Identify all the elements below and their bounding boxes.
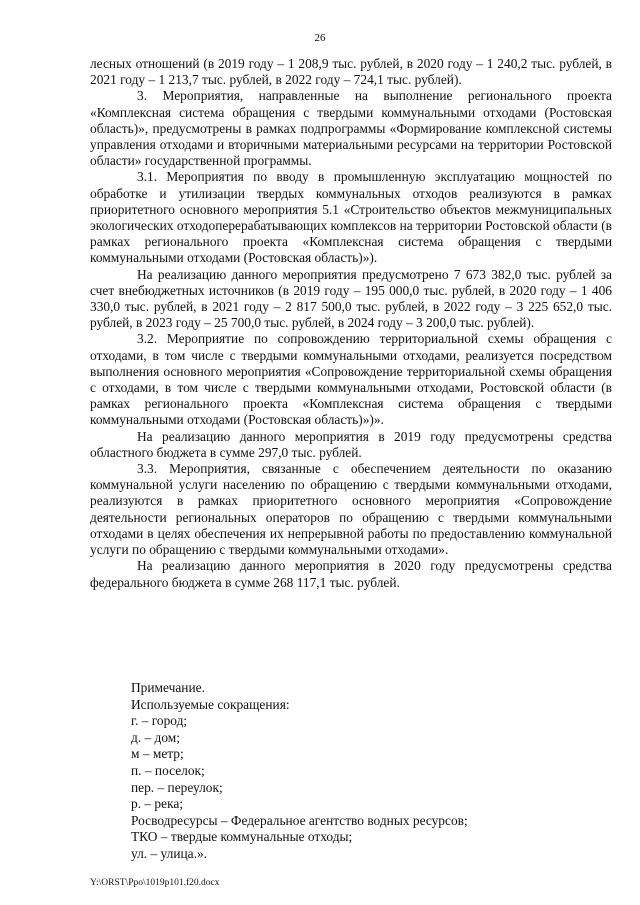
paragraph-3-3-funding: На реализацию данного мероприятия в 2020 году предусмотрены средства федерального бюджета в сумме 268 117,1 тыс. рублей.: [90, 558, 612, 590]
abbreviation-item: р. – река;: [131, 796, 184, 812]
paragraph-3-regional-project: 3. Мероприятия, направленные на выполнение регионального проекта «Комплексная система обращения с твердыми коммунальными отходами (Ростовская область)», предусмотрены в рамках подпрограммы «Формирование комплексной системы управления отходами и вторичными материальными ресурсами на территории Ростовской области» государственной программы.: [90, 88, 612, 169]
paragraph-3-2-territorial-scheme: 3.2. Мероприятие по сопровождению территориальной схемы обращения с отходами, в том числе с твердыми коммунальными отходами, реализуется посредством выполнения основного мероприятия «Сопровождение территориальной схемы обращения с отходами, в том числе с твердыми коммунальными отходами, Ростовской области (в рамках регионального проекта «Комплексная система обращения с твердыми коммунальными отходами (Ростовская область)»)».: [90, 331, 612, 428]
abbreviation-item: Росводресурсы – Федеральное агентство водных ресурсов;: [131, 812, 468, 828]
note-heading: Примечание.: [131, 680, 205, 695]
abbreviation-item: г. – город;: [131, 713, 188, 729]
abbreviation-item: п. – поселок;: [131, 762, 205, 778]
abbreviation-item: ул. – улица.».: [131, 845, 207, 861]
abbreviation-item: пер. – переулок;: [131, 779, 223, 795]
abbreviations-note: [131, 680, 601, 863]
abbreviation-item: м – метр;: [131, 746, 184, 762]
abbreviation-item: ТКО – твердые коммунальные отходы;: [131, 829, 353, 845]
page-number: 26: [314, 32, 326, 44]
abbreviation-item: д. – дом;: [131, 729, 180, 745]
paragraph-3-3-regional-operators: 3.3. Мероприятия, связанные с обеспечением деятельности по оказанию коммунальной услуги населению по обращению с твердыми коммунальными отходами, реализуются в рамках приоритетного основного мероприятия «Сопровождение деятельности региональных операторов по обращению с твердыми коммунальными отходами в целях обеспечения их непрерывной работы по предоставлению коммунальной услуги по обращению с твердыми коммунальными отходами».: [90, 461, 612, 558]
paragraph-3-1-waste-processing: 3.1. Мероприятия по вводу в промышленную эксплуатацию мощностей по обработке и утилизации твердых коммунальных отходов реализуются в рамках приоритетного основного мероприятия 5.1 «Строительство объектов межмуниципальных экологических отходоперерабатывающих комплексов на территории Ростовской области (в рамках регионального проекта «Комплексная система обращения с твердыми коммунальными отходами (Ростовская область)»).: [90, 169, 612, 266]
file-path-footer: Y:\ORST\Ppo\1019p101.f20.docx: [90, 878, 220, 888]
document-body: [90, 56, 612, 591]
abbreviations-heading: Используемые сокращения:: [131, 696, 290, 712]
paragraph-3-1-funding: На реализацию данного мероприятия предусмотрено 7 673 382,0 тыс. рублей за счет внебюджетных источников (в 2019 году – 195 000,0 тыс. рублей, в 2020 году – 1 406 330,0 тыс. рублей, в 2021 году – 2 817 500,0 тыс. рублей, в 2022 году – 3 225 652,0 тыс. рублей, в 2023 году – 25 700,0 тыс. рублей, в 2024 году – 3 200,0 тыс. рублей).: [90, 266, 612, 331]
paragraph-forest-relations: лесных отношений (в 2019 году – 1 208,9 тыс. рублей, в 2020 году – 1 240,2 тыс. рублей, в 2021 году – 1 213,7 тыс. рублей, в 2022 году – 724,1 тыс. рублей).: [90, 56, 612, 88]
paragraph-3-2-funding: На реализацию данного мероприятия в 2019 году предусмотрены средства областного бюджета в сумме 297,0 тыс. рублей.: [90, 428, 612, 460]
